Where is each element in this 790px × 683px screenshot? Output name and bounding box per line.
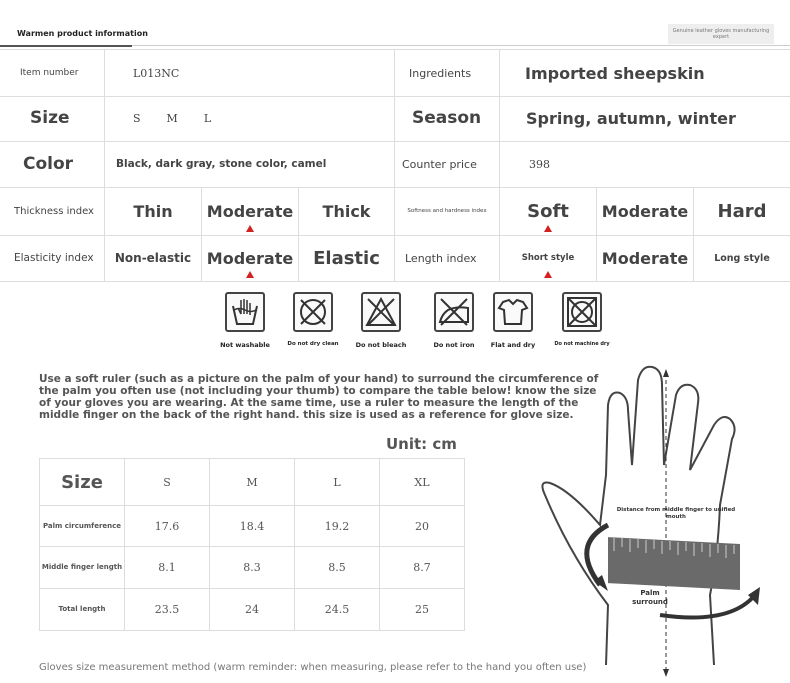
care-label: Not washable: [220, 341, 270, 349]
table-cell: 8.1: [125, 547, 210, 589]
season-value: Spring, autumn, winter: [526, 108, 736, 128]
length-option: Moderate: [601, 248, 689, 268]
size-col-header: XL: [380, 459, 465, 506]
ingredients-value: Imported sheepskin: [525, 63, 705, 83]
table-row: [40, 459, 465, 506]
table-cell: 18.4: [210, 506, 295, 547]
palm-surround-label: Palm surround: [632, 589, 668, 606]
info-row-thickness: [0, 187, 790, 236]
item-number-label: Item number: [20, 68, 79, 78]
length-label: Length index: [405, 251, 477, 265]
info-row-elasticity: [0, 235, 790, 282]
table-row: [40, 506, 465, 547]
distance-label: Distance from middle finger to unified mouth: [616, 507, 736, 520]
table-row: [40, 547, 465, 589]
thickness-option: Thin: [133, 201, 173, 221]
elasticity-option: Non-elastic: [114, 251, 192, 265]
no-machine-dry-icon: [562, 292, 602, 332]
table-cell: 25: [380, 589, 465, 631]
thickness-label: Thickness index: [14, 205, 94, 217]
softness-option: Hard: [717, 200, 767, 222]
thickness-option-selected: Moderate: [206, 201, 294, 221]
price-value: 398: [529, 157, 550, 171]
care-item: [349, 292, 413, 349]
softness-option: Moderate: [601, 201, 689, 221]
info-row-size: [0, 95, 790, 142]
table-cell: 24.5: [295, 589, 380, 631]
length-option-selected: Short style: [521, 253, 575, 263]
care-label: Do not machine dry: [554, 341, 610, 347]
elasticity-option: Elastic: [313, 247, 380, 269]
row-label: Total length: [40, 589, 125, 631]
table-row: [40, 589, 465, 631]
size-label: Size: [30, 108, 70, 128]
table-cell: 8.3: [210, 547, 295, 589]
care-label: Do not dry clean: [287, 341, 339, 347]
unit-label: Unit: cm: [386, 435, 457, 453]
color-label: Color: [23, 154, 74, 174]
size-col-header: L: [295, 459, 380, 506]
table-cell: 20: [380, 506, 465, 547]
softness-option-selected: Soft: [527, 200, 569, 222]
info-row-color: [0, 141, 790, 188]
thickness-option: Thick: [322, 201, 371, 221]
length-option: Long style: [714, 252, 770, 264]
care-label: Do not bleach: [355, 341, 407, 349]
item-number-value: L013NC: [133, 66, 180, 80]
size-header: Size: [40, 459, 125, 506]
elasticity-option-selected: Moderate: [206, 248, 294, 268]
care-label: Do not iron: [433, 341, 475, 349]
table-cell: 17.6: [125, 506, 210, 547]
size-col-header: M: [210, 459, 295, 506]
care-item: [550, 292, 614, 347]
care-item: [213, 292, 277, 349]
info-row-item: [0, 49, 790, 97]
care-item: [422, 292, 486, 349]
table-cell: 19.2: [295, 506, 380, 547]
table-cell: 8.5: [295, 547, 380, 589]
selected-marker-icon: [544, 225, 552, 232]
no-dry-clean-icon: [293, 292, 333, 332]
row-label: Palm circumference: [40, 506, 125, 547]
size-option: S: [133, 111, 141, 125]
season-label: Season: [412, 108, 482, 128]
size-chart-table: [39, 458, 465, 631]
hand-wash-icon: [225, 292, 265, 332]
page-title: Warmen product information: [17, 29, 148, 38]
size-option: M: [166, 111, 178, 125]
care-label: Flat and dry: [490, 341, 536, 349]
measurement-instructions: Use a soft ruler (such as a picture on the palm of your hand) to surround the circumference of the palm you often use (not including your thumb) to compare the table below! know the size of your gloves you are wearing. At the same time, use a ruler to measure the length of the middle finger on the back of the right hand. this size is used as a reference for glove size.: [39, 373, 599, 421]
flat-dry-icon: [493, 292, 533, 332]
price-label: Counter price: [402, 157, 477, 171]
selected-marker-icon: [544, 271, 552, 278]
table-cell: 24: [210, 589, 295, 631]
brand-badge: Genuine leather gloves manufacturing expert: [668, 24, 774, 44]
color-value: Black, dark gray, stone color, camel: [116, 158, 327, 170]
table-cell: 8.7: [380, 547, 465, 589]
care-item: [481, 292, 545, 349]
header-divider-accent: [0, 45, 132, 47]
no-bleach-icon: [361, 292, 401, 332]
table-cell: 23.5: [125, 589, 210, 631]
elasticity-label: Elasticity index: [14, 252, 94, 264]
size-option: L: [203, 111, 212, 125]
hand-illustration: [530, 355, 790, 683]
no-iron-icon: [434, 292, 474, 332]
row-label: Middle finger length: [40, 547, 125, 589]
footnote: Gloves size measurement method (warm reminder: when measuring, please refer to the hand you often use): [39, 662, 587, 673]
selected-marker-icon: [246, 225, 254, 232]
ingredients-label: Ingredients: [409, 66, 472, 80]
selected-marker-icon: [246, 271, 254, 278]
size-col-header: S: [125, 459, 210, 506]
softness-label: Softness and hardness index: [407, 207, 487, 214]
care-item: [281, 292, 345, 347]
